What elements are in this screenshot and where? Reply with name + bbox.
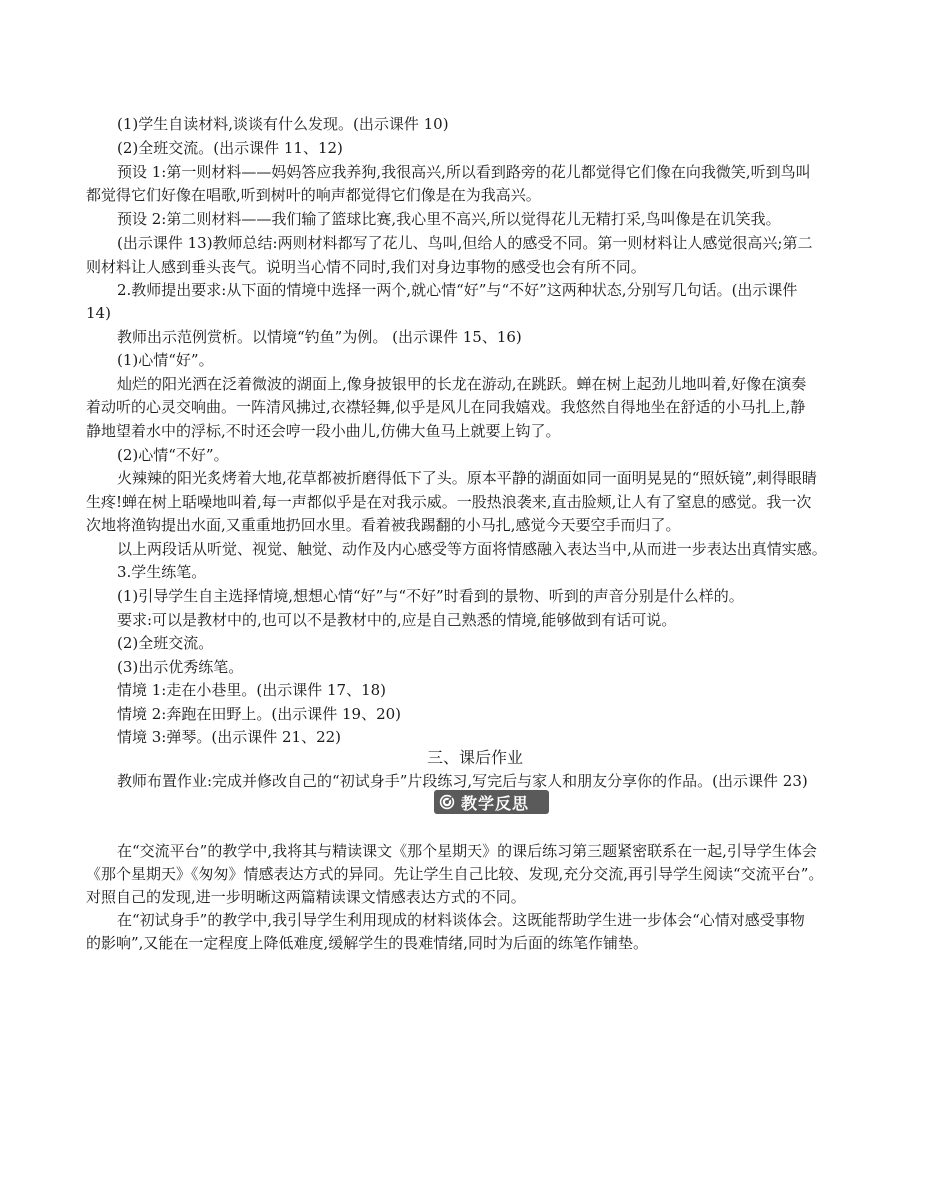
reflection-title: 教学反思 (461, 793, 530, 813)
text-line: 情境 3:弹琴。(出示课件 21、22) (117, 728, 342, 746)
text-line: 则材料让人感到垂头丧气。说明当心情不同时,我们对身边事物的感受也会有所不同。 (86, 258, 646, 276)
text-line: 灿烂的阳光洒在泛着微波的湖面上,像身披银甲的长龙在游动,在跳跃。蝉在树上起劲儿地叫着,好像在演奏 (117, 375, 807, 393)
text-line: 要求:可以是教材中的,也可以不是教材中的,应是自己熟悉的情境,能够做到有话可说。 (117, 611, 677, 629)
text-line: (1)心情“好”。 (117, 351, 214, 369)
text-line: 对照自己的发现,进一步明晰这两篇精读课文情感表达方式的不同。 (86, 888, 526, 906)
text-line: 的影响”,又能在一定程度上降低难度,缓解学生的畏难情绪,同时为后面的练笔作铺垫。 (86, 934, 648, 952)
text-line: 14) (86, 304, 111, 322)
text-line: 次地将渔钩提出水面,又重重地扔回水里。看着被我踢翻的小马扎,感觉今天要空手而归了。 (86, 516, 681, 534)
text-line: 静地望着水中的浮标,不时还会哼一段小曲儿,仿佛大鱼马上就要上钩了。 (86, 422, 561, 440)
text-line: 情境 2:奔跑在田野上。(出示课件 19、20) (117, 705, 402, 723)
text-line: 3.学生练笔。 (117, 563, 207, 581)
text-line: 《那个星期天》《匆匆》情感表达方式的异同。先让学生自己比较、发现,充分交流,再引导学生阅读“交流平台”。 (86, 865, 824, 883)
text-line: 情境 1:走在小巷里。(出示课件 17、18) (117, 681, 387, 699)
section-heading: 三、课后作业 (426, 748, 523, 767)
text-line: 教师出示范例赏析。以情境“钓鱼”为例。 (出示课件 15、16) (117, 328, 522, 346)
text-line: 生疼!蝉在树上聒噪地叫着,每一声都似乎是在对我示威。一股热浪袭来,直击脸颊,让人有了窒息的感觉。我一次 (86, 493, 812, 511)
text-line: (3)出示优秀练笔。 (117, 658, 244, 676)
reflection-banner (434, 790, 549, 814)
text-line: (2)全班交流。 (117, 634, 214, 652)
text-line: 在“初试身手”的教学中,我引导学生利用现成的材料谈体会。这既能帮助学生进一步体会“心情对感受事物 (117, 911, 805, 929)
text-line: (1)引导学生自主选择情境,想想心情“好”与“不好”时看到的景物、听到的声音分别是什么样的。 (117, 587, 744, 605)
text-line: 火辣辣的阳光炙烤着大地,花草都被折磨得低下了头。原本平静的湖面如同一面明晃晃的“照妖镜”,刺得眼睛 (117, 469, 817, 487)
text-line: 2.教师提出要求:从下面的情境中选择一两个,就心情“好”与“不好”这两种状态,分别写几句话。(出示课件 (117, 281, 798, 299)
text-line: 预设 2:第二则材料——我们输了篮球比赛,我心里不高兴,所以觉得花儿无精打采,鸟叫像是在讥笑我。 (117, 210, 781, 228)
text-line: (1)学生自读材料,谈谈有什么发现。(出示课件 10) (117, 115, 449, 133)
text-line: (出示课件 13)教师总结:两则材料都写了花儿、鸟叫,但给人的感受不同。第一则材料让人感觉很高兴;第二 (117, 234, 813, 252)
text-line: 着动听的心灵交响曲。一阵清风拂过,衣襟轻舞,似乎是风儿在同我嬉戏。我悠然自得地坐在舒适的小马扎上,静 (86, 398, 806, 416)
text-line: 预设 1:第一则材料——妈妈答应我养狗,我很高兴,所以看到路旁的花儿都觉得它们像在向我微笑,听到鸟叫 (117, 163, 811, 181)
text-line: 教师布置作业:完成并修改自己的“初试身手”片段练习,写完后与家人和朋友分享你的作品。(出示课件 23) (117, 772, 808, 790)
text-line: 在“交流平台”的教学中,我将其与精读课文《那个星期天》的课后练习第三题紧密联系在一起,引导学生体会 (117, 842, 817, 860)
text-line: (2)全班交流。(出示课件 11、12) (117, 139, 343, 157)
text-line: 都觉得它们好像在唱歌,听到树叶的响声都觉得它们像是在为我高兴。 (86, 186, 541, 204)
target-icon (438, 793, 456, 811)
text-line: (2)心情“不好”。 (117, 446, 229, 464)
text-line: 以上两段话从听觉、视觉、触觉、动作及内心感受等方面将情感融入表达当中,从而进一步表达出真情实感。 (117, 540, 827, 558)
